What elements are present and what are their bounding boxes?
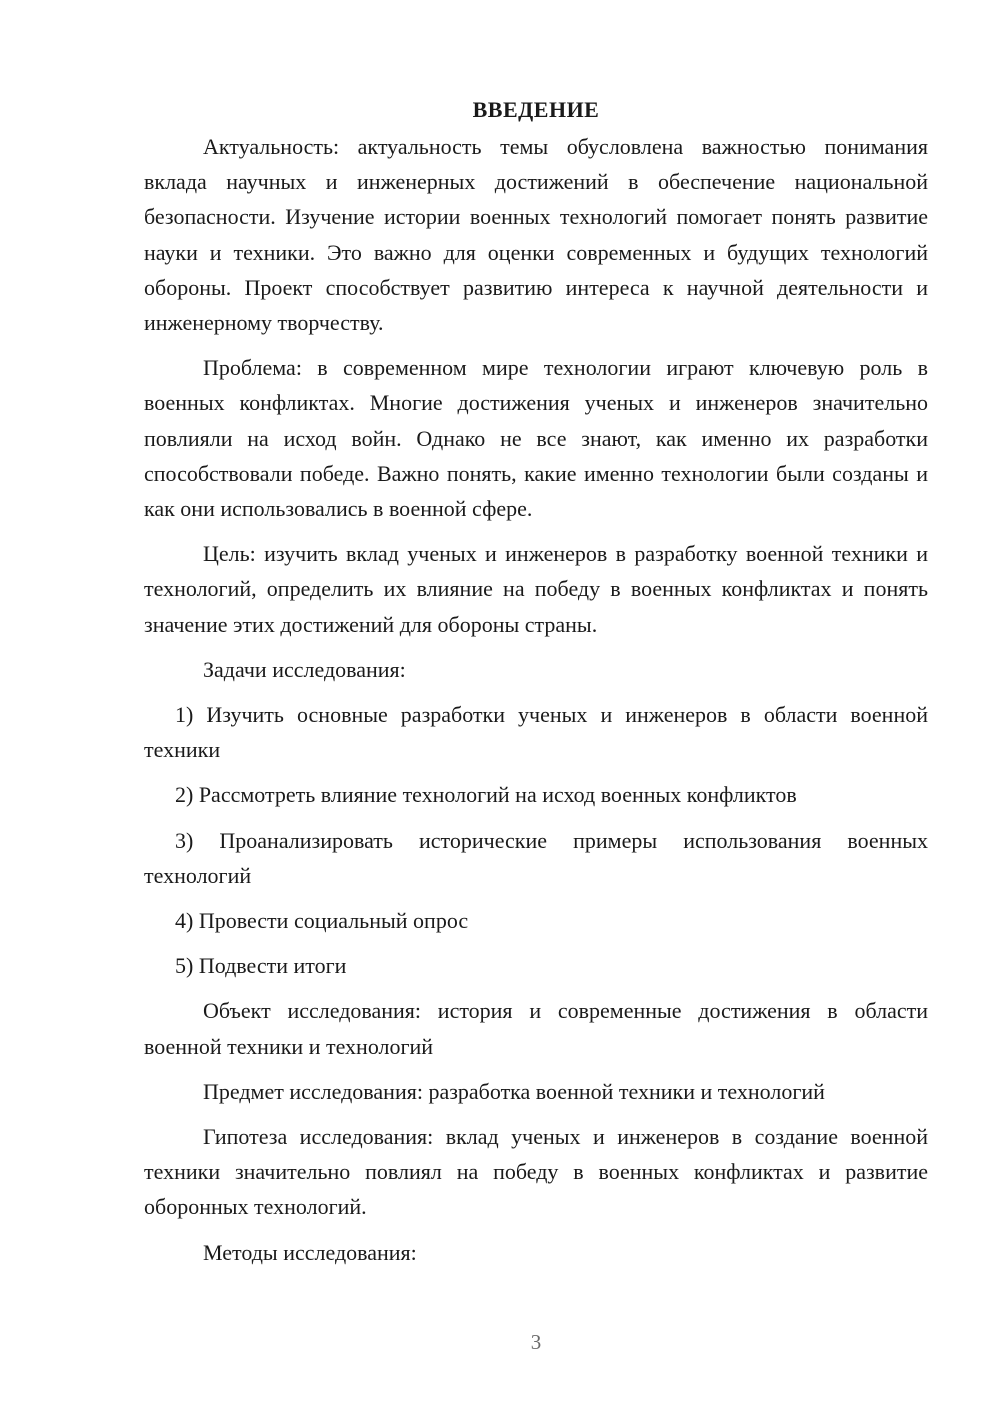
paragraph-methods: Методы исследования: <box>203 1239 417 1265</box>
task-item-4: 4) Провести социальный опрос <box>175 908 469 934</box>
paragraph-relevance: Актуальность: актуальность темы обусловлена важностью понимания вклада научных и инженерных достижений в обеспечение национальной безопасности. Изучение истории военных технологий помогает понять развитие науки и техники. Это важно для оценки современных и будущих технологий обороны. Проект способствует развитию интереса к научной деятельности и инженерному творчеству. <box>144 134 928 336</box>
task-item-2: 2) Рассмотреть влияние технологий на исход военных конфликтов <box>175 782 797 808</box>
page-number: 3 <box>530 1330 542 1354</box>
task-item-5: 5) Подвести итоги <box>175 953 347 979</box>
paragraph-hypothesis: Гипотеза исследования: вклад ученых и инженеров в создание военной техники значительно повлиял на победу в военных конфликтах и развитие оборонных технологий. <box>144 1124 928 1220</box>
paragraph-object: Объект исследования: история и современные достижения в области военной техники и технологий <box>144 998 928 1059</box>
paragraph-goal: Цель: изучить вклад ученых и инженеров в разработку военной техники и технологий, определить их влияние на победу в военных конфликтах и понять значение этих достижений для обороны страны. <box>144 541 928 637</box>
paragraph-subject: Предмет исследования: разработка военной техники и технологий <box>203 1078 825 1104</box>
task-item-3: 3) Проанализировать исторические примеры использования военных технологий <box>144 827 928 888</box>
document-page <box>144 92 928 1280</box>
paragraph-tasks-heading: Задачи исследования: <box>203 656 406 682</box>
paragraph-problem: Проблема: в современном мире технологии играют ключевую роль в военных конфликтах. Многие достижения ученых и инженеров значительно повлияли на исход войн. Однако не все знают, как именно их разработки способствовали победе. Важно понять, какие именно технологии были созданы и как они использовались в военной сфере. <box>144 355 928 522</box>
task-item-1: 1) Изучить основные разработки ученых и инженеров в области военной техники <box>144 702 928 763</box>
section-title: ВВЕДЕНИЕ <box>472 97 600 122</box>
